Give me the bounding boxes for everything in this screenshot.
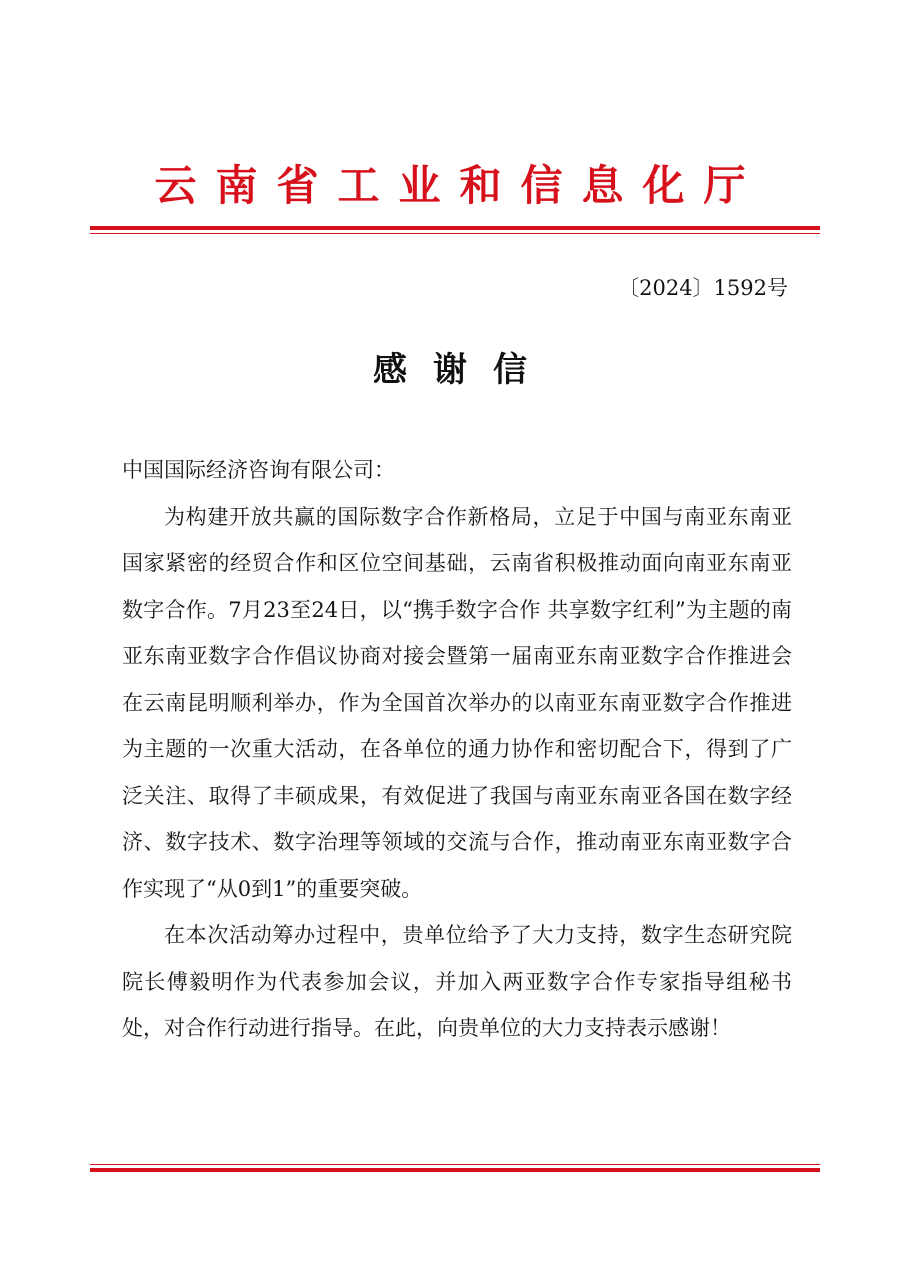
document-title: 感谢信 [373,350,553,390]
red-rule-thick-line [90,1168,820,1172]
red-rule-thin-line [90,1164,820,1165]
letterhead-red-rule [90,226,820,234]
body-paragraph: 在本次活动筹办过程中，贵单位给予了大力支持，数字生态研究院院长傅毅明作为代表参加会议，并加入两亚数字合作专家指导组秘书处，对合作行动进行指导。在此，向贵单位的大力支持表示感谢！ [122,923,792,1040]
salutation: 中国国际经济咨询有限公司： [122,458,395,482]
letter-body [122,447,792,1052]
body-paragraph: 为构建开放共赢的国际数字合作新格局，立足于中国与南亚东南亚国家紧密的经贸合作和区位空间基础，云南省积极推动面向南亚东南亚数字合作。7月23至24日，以“携手数字合作 共享数字红利”为主题的南亚东南亚数字合作倡议协商对接会暨第一届南亚东南亚数字合作推进会在云南昆明顺利举办，作为全国首次举办的以南亚东南亚数字合作推进为主题的一次重大活动，在各单位的通力协作和密切配合下，得到了广泛关注、取得了丰硕成果，有效促进了我国与南亚东南亚各国在数字经济、数字技术、数字治理等领域的交流与合作，推动南亚东南亚数字合作实现了“从0到1”的重要突破。 [122,504,792,901]
red-rule-thick-line [90,226,820,230]
red-rule-thin-line [90,233,820,234]
letterhead-title: 云南省工业和信息化厅 [154,161,765,210]
footer-red-rule [90,1164,820,1172]
document-number: 〔2024〕1592号 [618,276,788,300]
